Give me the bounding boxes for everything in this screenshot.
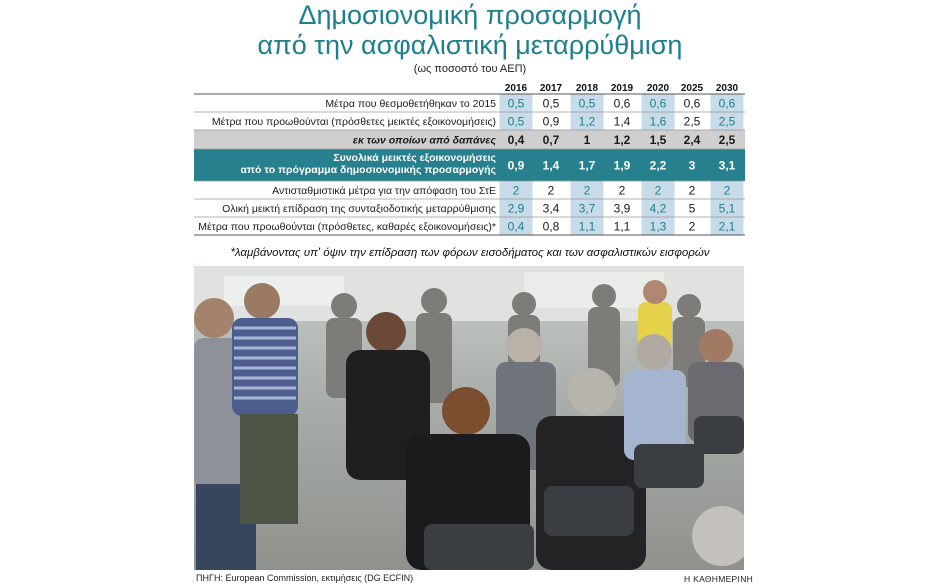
cell-value: 0,5 (578, 96, 596, 111)
column-header-2016: 2016 (504, 83, 528, 94)
cell-value: 2 (688, 219, 696, 234)
cell-value: 2 (547, 183, 555, 198)
cell-value: 2 (618, 183, 626, 198)
column-header-2017: 2017 (539, 83, 563, 94)
data-table (0, 0, 940, 250)
column-header-2018: 2018 (575, 83, 599, 94)
cell-value: 3,4 (542, 201, 560, 216)
cell-value: 2 (654, 183, 662, 198)
cell-value: 0,7 (542, 133, 560, 147)
cell-value: 0,4 (507, 133, 525, 147)
cell-value: 2 (688, 183, 696, 198)
cell-value: 1,2 (613, 133, 631, 147)
column-header-2020: 2020 (646, 83, 670, 94)
column-header-2025: 2025 (680, 83, 704, 94)
column-header-2019: 2019 (610, 83, 634, 94)
cell-value: 0,6 (718, 96, 736, 111)
cell-value: 3,9 (613, 201, 631, 216)
cell-value: 0,6 (683, 96, 701, 111)
row-label: Μέτρα που θεσμοθετήθηκαν το 2015 (325, 98, 496, 110)
cell-value: 0,4 (507, 219, 525, 234)
chart-title-line1: Δημοσιονομική προσαρμογή (298, 0, 642, 30)
cell-value: 1,4 (542, 158, 560, 173)
row-label: Μέτρα που προωθούνται (πρόσθετες μεικτές εξοικονομήσεις) (211, 116, 496, 128)
row-label: Συνολικά μεικτές εξοικονομήσεις (333, 152, 496, 164)
cell-value: 0,8 (542, 219, 560, 234)
cell-value: 1,4 (613, 114, 631, 129)
cell-value: 1,7 (578, 158, 596, 173)
row-label: από το πρόγραμμα δημοσιονομικής προσαρμογής (240, 164, 496, 176)
chart-title-line2: από την ασφαλιστική μεταρρύθμιση (257, 30, 683, 60)
cell-value: 2,9 (507, 201, 525, 216)
cell-value: 1,6 (649, 114, 667, 129)
cell-value: 0,5 (542, 96, 560, 111)
row-label: Μέτρα που προωθούνται (πρόσθετες, καθαρές εξοικονομήσεις)* (198, 221, 496, 233)
cell-value: 4,2 (649, 201, 667, 216)
cell-value: 3,7 (578, 201, 596, 216)
cell-value: 3,1 (718, 158, 736, 173)
cell-value: 3 (688, 158, 696, 173)
cell-value: 2,5 (718, 114, 736, 129)
cell-value: 2,1 (718, 219, 736, 234)
cell-value: 5 (688, 201, 696, 216)
row-label: Ολική μεικτή επίδραση της συνταξιοδοτικής μεταρρύθμισης (222, 203, 496, 215)
cell-value: 0,9 (507, 158, 525, 173)
cell-value: 1,5 (649, 133, 667, 147)
cell-value: 0,6 (613, 96, 631, 111)
cell-value: 2 (583, 183, 591, 198)
column-header-2030: 2030 (715, 83, 739, 94)
footnote: *λαμβάνοντας υπ' όψιν την επίδραση των φόρων εισοδήματος και των ασφαλιστικών εισφορών (230, 247, 710, 259)
cell-value: 0,5 (507, 96, 525, 111)
cell-value: 1,1 (578, 219, 596, 234)
cell-value: 5,1 (718, 201, 736, 216)
cell-value: 2,5 (683, 114, 701, 129)
cell-value: 2 (512, 183, 520, 198)
publisher-logo: Η ΚΑΘΗΜΕΡΙΝΗ (684, 574, 754, 584)
chart-subtitle: (ως ποσοστό του ΑΕΠ) (413, 63, 527, 75)
cell-value: 1,2 (578, 114, 596, 129)
row-label: Αντισταθμιστικά μέτρα για την απόφαση του ΣτΕ (272, 185, 496, 197)
cell-value: 1 (583, 133, 591, 147)
cell-value: 0,5 (507, 114, 525, 129)
cell-value: 2,2 (649, 158, 667, 173)
cell-value: 2,5 (718, 133, 736, 147)
cell-value: 0,6 (649, 96, 667, 111)
cell-value: 2 (723, 183, 731, 198)
cell-value: 1,1 (613, 219, 631, 234)
cell-value: 0,9 (542, 114, 560, 129)
cell-value: 1,9 (613, 158, 631, 173)
cell-value: 2,4 (683, 133, 701, 147)
cell-value: 1,3 (649, 219, 667, 234)
source-note: ΠΗΓΗ: European Commission, εκτιμήσεις (DG ECFIN) (196, 573, 414, 583)
crowd-photo (194, 266, 744, 570)
row-label: εκ των οποίων από δαπάνες (352, 134, 496, 147)
